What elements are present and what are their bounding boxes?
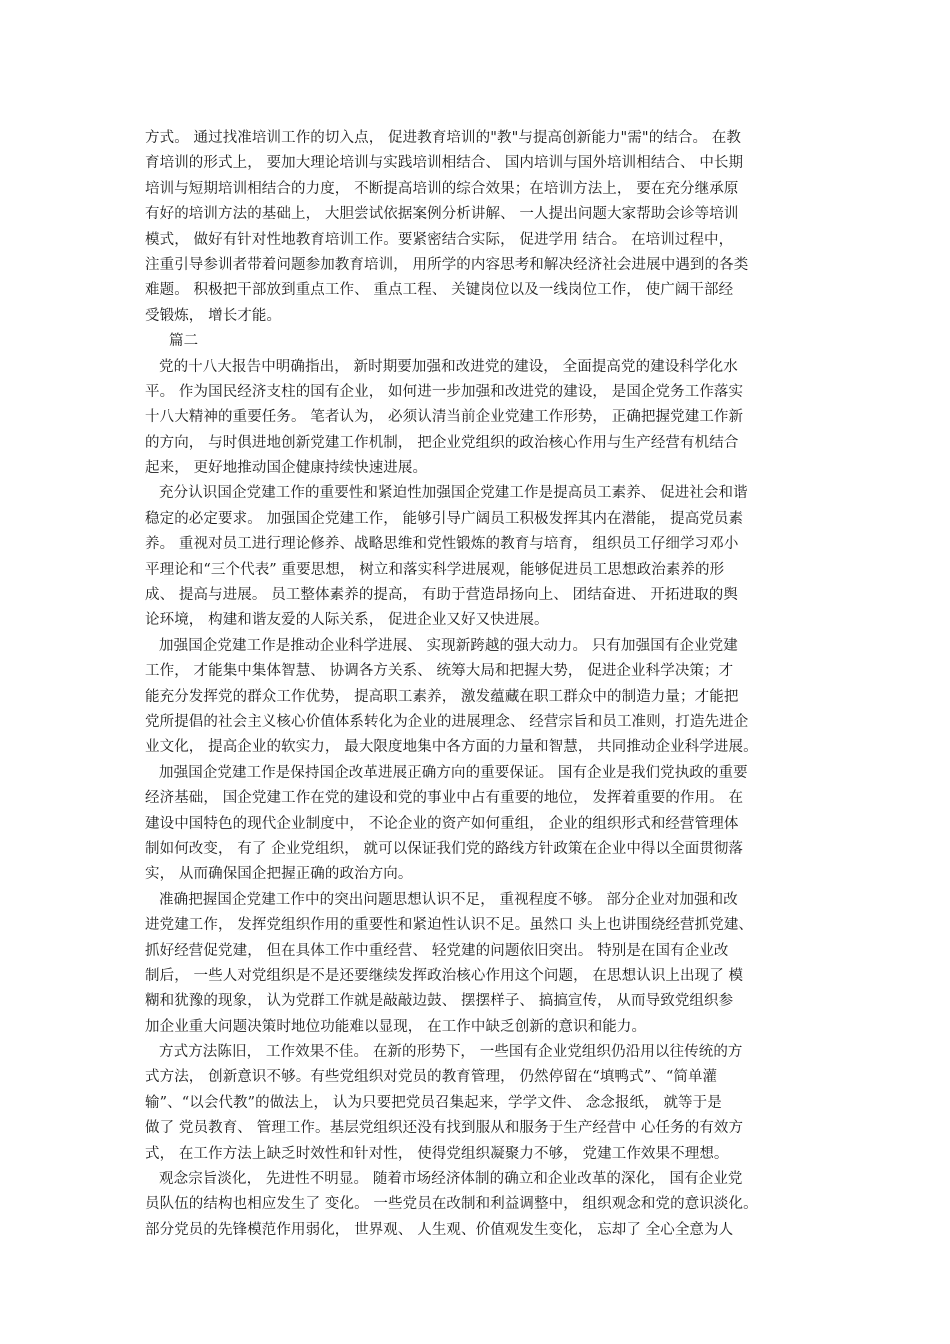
text-line: 平。 作为国民经济支柱的国有企业， 如何进一步加强和改进党的建设， 是国企党务工作落实	[145, 383, 744, 400]
text-line: 党的十八大报告中明确指出， 新时期要加强和改进党的建设， 全面提高党的建设科学化水	[159, 358, 738, 375]
document-page	[145, 126, 813, 1243]
text-line: 输”、“以会代教”的做法上， 认为只要把党员召集起来，学学文件、 念念报纸， 就等于是	[145, 1094, 722, 1111]
text-line: 养。 重视对员工进行理论修养、战略思维和党性锻炼的教育与培育， 组织员工仔细学习邓小	[145, 536, 739, 553]
text-line: 经济基础， 国企党建工作在党的建设和党的事业中占有重要的地位， 发挥着重要的作用。 在	[145, 790, 744, 807]
text-line: 做了 党员教育、 管理工作。基层党组织还没有找到服从和服务于生产经营中 心任务的有效方	[145, 1120, 744, 1137]
text-line: 培训与短期培训相结合的力度， 不断提高培训的综合效果；在培训方法上， 要在充分继承原	[145, 180, 739, 197]
text-line: 式方法， 创新意识不够。有些党组织对党员的教育管理， 仍然停留在“填鸭式”、“简单灌	[145, 1069, 718, 1086]
text-line: 加强国企党建工作是推动企业科学进展、 实现新跨越的强大动力。 只有加强国有企业党建	[159, 637, 738, 654]
text-line: 有好的培训方法的基础上， 大胆尝试依据案例分析讲解、 一人提出问题大家帮助会诊等培训	[145, 206, 739, 223]
text-line: 注重引导参训者带着问题参加教育培训， 用所学的内容思考和解决经济社会进展中遇到的各类	[145, 256, 749, 273]
text-line: 加企业重大问题决策时地位功能难以显现， 在工作中缺乏创新的意识和能力。	[145, 1018, 647, 1035]
text-line: 难题。 积极把干部放到重点工作、 重点工程、 关键岗位以及一线岗位工作， 使广阔干部经	[145, 282, 734, 299]
text-line: 成、 提高与进展。 员工整体素养的提高， 有助于营造昂扬向上、 团结奋进、 开拓进取的舆	[145, 587, 738, 604]
text-line: 工作， 才能集中集体智慧、 协调各方关系、 统筹大局和把握大势， 促进企业科学决策；才	[145, 663, 734, 680]
text-line: 方式方法陈旧， 工作效果不佳。 在新的形势下， 一些国有企业党组织仍沿用以往传统的方	[159, 1044, 743, 1061]
text-line: 十八大精神的重要任务。 笔者认为， 必须认清当前企业党建工作形势， 正确把握党建工作新	[145, 409, 744, 426]
text-line: 业文化， 提高企业的软实力， 最大限度地集中各方面的力量和智慧， 共同推动企业科学进展。	[145, 739, 758, 756]
text-line: 式， 在工作方法上缺乏时效性和针对性， 使得党组织凝聚力不够， 党建工作效果不理想。	[145, 1145, 729, 1162]
text-line: 实， 从而确保国企把握正确的政治方向。	[145, 866, 413, 883]
text-line: 受锻炼， 增长才能。	[145, 307, 282, 324]
text-line: 论环境， 构建和谐友爱的人际关系， 促进企业又好又快进展。	[145, 612, 549, 629]
text-line: 模式， 做好有针对性地教育培训工作。要紧密结合实际， 促进学用 结合。 在培训过程中，	[145, 231, 734, 248]
text-line: 部分党员的先锋模范作用弱化， 世界观、 人生观、价值观发生变化， 忘却了 全心全意为人	[145, 1221, 734, 1238]
text-line: 观念宗旨淡化， 先进性不明显。 随着市场经济体制的确立和企业改革的深化， 国有企业党	[159, 1171, 743, 1188]
text-line: 员队伍的结构也相应发生了 变化。 一些党员在改制和利益调整中， 组织观念和党的意识淡化。	[145, 1196, 758, 1213]
text-line: 建设中国特色的现代企业制度中， 不论企业的资产如何重组， 企业的组织形式和经营管理体	[145, 815, 739, 832]
text-line: 起来， 更好地推动国企健康持续快速进展。	[145, 460, 428, 477]
text-line: 准确把握国企党建工作中的突出问题思想认识不足， 重视程度不够。 部分企业对加强和改	[159, 891, 738, 908]
text-line: 抓好经营促党建， 但在具体工作中重经营、 轻党建的问题依旧突出。 特别是在国有企业改	[145, 942, 729, 959]
text-line: 平理论和“三个代表” 重要思想， 树立和落实科学进展观，能够促进员工思想政治素养的形	[145, 561, 725, 578]
text-line: 能充分发挥党的群众工作优势， 提高职工素养， 激发蕴藏在职工群众中的制造力量；才能把	[145, 688, 739, 705]
text-line: 的方向， 与时俱进地创新党建工作机制， 把企业党组织的政治核心作用与生产经营有机结合	[145, 434, 739, 451]
text-line: 加强国企党建工作是保持国企改革进展正确方向的重要保证。 国有企业是我们党执政的重要	[159, 764, 748, 781]
text-line: 稳定的必定要求。 加强国企党建工作， 能够引导广阔员工积极发挥其内在潜能， 提高党员素	[145, 510, 744, 527]
text-line: 糊和犹豫的现象， 认为党群工作就是敲敲边鼓、 摆摆样子、 搞搞宣传， 从而导致党组织参	[145, 993, 734, 1010]
text-line: 充分认识国企党建工作的重要性和紧迫性加强国企党建工作是提高员工素养、 促进社会和谐	[159, 485, 748, 502]
section-heading: 篇二	[169, 333, 199, 350]
text-line: 育培训的形式上， 要加大理论培训与实践培训相结合、 国内培训与国外培训相结合、 中长期	[145, 155, 744, 172]
text-line: 制如何改变， 有了 企业党组织， 就可以保证我们党的路线方针政策在企业中得以全面贯彻落	[145, 840, 744, 857]
text-line: 制后， 一些人对党组织是不是还要继续发挥政治核心作用这个问题， 在思想认识上出现了 模	[145, 967, 744, 984]
text-line: 进党建工作， 发挥党组织作用的重要性和紧迫性认识不足。虽然口 头上也讲围绕经营抓党建、	[145, 917, 754, 934]
text-line: 党所提倡的社会主义核心价值体系转化为企业的进展理念、 经营宗旨和员工准则，打造先进企	[145, 713, 749, 730]
text-line: 方式。 通过找准培训工作的切入点， 促进教育培训的"教"与提高创新能力"需"的结合。 在教	[145, 130, 742, 146]
